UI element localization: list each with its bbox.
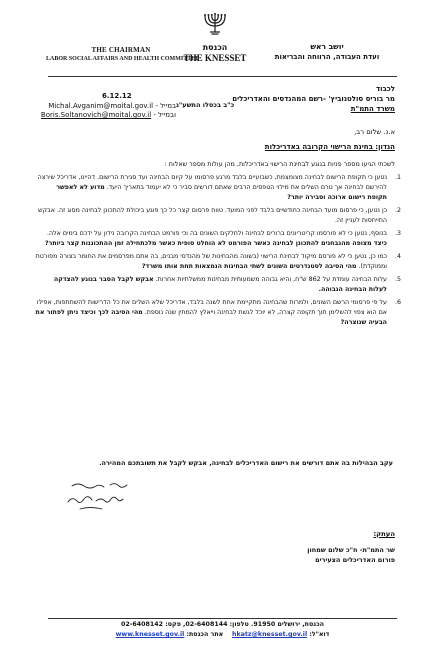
handwritten-signature xyxy=(60,476,140,516)
hebrew-date: כ"ב בכסלו התשע"ג xyxy=(176,101,235,109)
email-label-2: ובמייל - xyxy=(153,111,176,119)
item-bold-text: אבקש לקבל הסבר בנוגע להצדקה לעלות הבחינה הגבוהה. xyxy=(53,276,387,293)
letter-intro: לשכתי הגיעו מספר פניות בנוגע לבחינת הרישוי באדריכלות, מהן עולות מספר שאלות : xyxy=(164,160,395,168)
item-bold-text: מהי הסיבה לכך וכיצד ניתן לפתור את הבעיה שנוצרה? xyxy=(35,309,387,326)
email-row-2 xyxy=(40,111,176,121)
item-number: 3. xyxy=(394,230,401,237)
chairman-label-he: יושב ראש xyxy=(310,42,344,51)
knesset-name-en: THE KNESSET xyxy=(183,53,247,63)
item-number: 4. xyxy=(394,253,401,260)
knesset-logo-block xyxy=(180,10,250,63)
item-number: 2. xyxy=(394,207,401,214)
chairman-title-en xyxy=(46,46,200,62)
recipient-salutation: לכבוד xyxy=(376,85,395,93)
menorah-emblem-icon xyxy=(201,10,229,38)
chairman-label: THE CHAIRMAN xyxy=(91,46,151,54)
gregorian-date: 6.12.12 xyxy=(102,92,132,100)
letter-subject: הנדון: בחינת הרישוי הקרובה באדריכלות xyxy=(264,143,395,151)
item-bold-text: מהי הסיבה לסטנדרטים השונים לשתי הבחינות הנמצאות תחת אותו משרד? xyxy=(141,263,357,270)
footer xyxy=(48,620,397,640)
list-item xyxy=(35,275,401,295)
item-text: בנוסף, נטען כי לא פורסמו קריטריונים ברורים לבחינה ולחלקים השונים בה וכי פורמט הבחינה הקרובה נידון על ידכם בימים אלה. xyxy=(46,230,387,237)
chairman-title-he xyxy=(257,42,397,61)
email-link-1[interactable]: Michal.Avganim@moital.gov.il xyxy=(48,101,154,110)
item-text: כן נטען, כי פרסום מועד הבחינה כחודשיים בלבד לפני המועד. טווח פרסום קצר כל כך פוגע ביכולת להתכונן לבחינה מסוג זה. אבקש התייחסות לעניין זה. xyxy=(38,207,387,224)
footer-divider xyxy=(48,618,397,619)
footer-email-link[interactable]: hkatz@knesset.gov.il xyxy=(231,631,308,638)
committee-name-en: LABOR SOCIAL AFFAIRS AND HEALTH COMMITTEE xyxy=(46,56,200,62)
footer-email-label: דוא"ל: xyxy=(309,631,330,638)
item-bold-text: כיצד מצופה מהנבחנים להתכונן לבחינה כאשר הפורמט לא הוחלט סופית כאשר מלכתחילה זמן ההתכוננות קצר ביותר? xyxy=(44,240,387,247)
cc-recipient-2: פורום האדריכלים הצעירים xyxy=(315,556,395,564)
item-text: על פי פרסומי הרשם השונים, ולמרות שהבחינה מתקיימת אחת לשנה בלבד, אדריכל שלא השלים את כל הדרישות להשתתפות, אפילו אם הוא צפוי להשלימן תוך תקופה קצרה, לא יוכל לגשת לבחינה וייאלץ להמתין שנה נוספת. xyxy=(36,299,387,316)
question-list xyxy=(35,173,401,331)
greeting: א.נ. שלום רב, xyxy=(354,128,395,136)
list-item xyxy=(35,229,401,249)
email-label-1: במייל - xyxy=(155,101,176,110)
list-item xyxy=(35,206,401,226)
list-item xyxy=(35,173,401,203)
item-bold-text: מדוע לא לאפשר תקופת רישום ארוכה וסבירה יותר? xyxy=(56,184,387,201)
recipient-name: מר בוריס סולטנוביץ' -רשם המהנדסים והאדריכלים xyxy=(232,95,395,103)
email-row-1 xyxy=(46,102,176,112)
knesset-name-he: הכנסת xyxy=(202,43,228,52)
email-link-2[interactable]: Boris.Soltanovich@moital.gov.il xyxy=(40,111,152,119)
item-number: 6. xyxy=(394,299,401,306)
signature-scribble-icon xyxy=(60,476,140,516)
header-divider xyxy=(48,76,397,77)
item-number: 5. xyxy=(394,276,401,283)
item-number: 1. xyxy=(394,174,401,181)
item-text: כמו כן, נטען כי לא פורסם מיקוד לבחינת הרישוי (בשונה מהבחינות של מהנדסי מבנים, בה אתם מפרסמים את החומר בצורה מפורטת וממוקדת). xyxy=(35,253,387,270)
item-text: עלות הבחינה עומדת על 862 ש"ח, והיא גבוהה משמעותית מבחינות ממשלתיות אחרות. xyxy=(155,276,387,283)
closing-request: עקב הבהילות בה אתם דורשים את רישום האדריכלים לבחינה, אבקש לקבל את תשובתכם המהירה. xyxy=(99,459,393,467)
footer-site-label: אתר הכנסת: xyxy=(186,631,224,638)
footer-contact: הכנסת, ירושלים 91950. טלפון: 02-6408144, פקס: 02-6408142 xyxy=(121,621,324,628)
list-item xyxy=(35,252,401,272)
item-text: נטען כי תקופת הרישום לבחינה מצומצמת, כשבועיים בלבד מרגע פרסומו על קיום הבחינה ועד סגירת הרישום. דהיינו, אדריכל שירצה להירשם לבחינה אך טרם השלים את מילוי הטפסים הרבים שאתם דורשים סביר כי לא יעמוד בתאריך היעד. xyxy=(37,174,387,191)
list-item xyxy=(35,298,401,328)
cc-title: העתק: xyxy=(373,530,395,538)
committee-name-he: ועדת העבודה, הרווחה והבריאות xyxy=(274,53,380,61)
cc-list xyxy=(195,545,395,565)
recipient-office: משרד התמ"ת xyxy=(350,105,395,113)
footer-links xyxy=(48,630,397,640)
cc-recipient-1: שר התמ"ת- ח"כ שלום שמחון xyxy=(307,546,395,554)
date-and-email-block xyxy=(40,92,235,121)
footer-site-link[interactable]: www.knesset.gov.il xyxy=(115,631,185,638)
